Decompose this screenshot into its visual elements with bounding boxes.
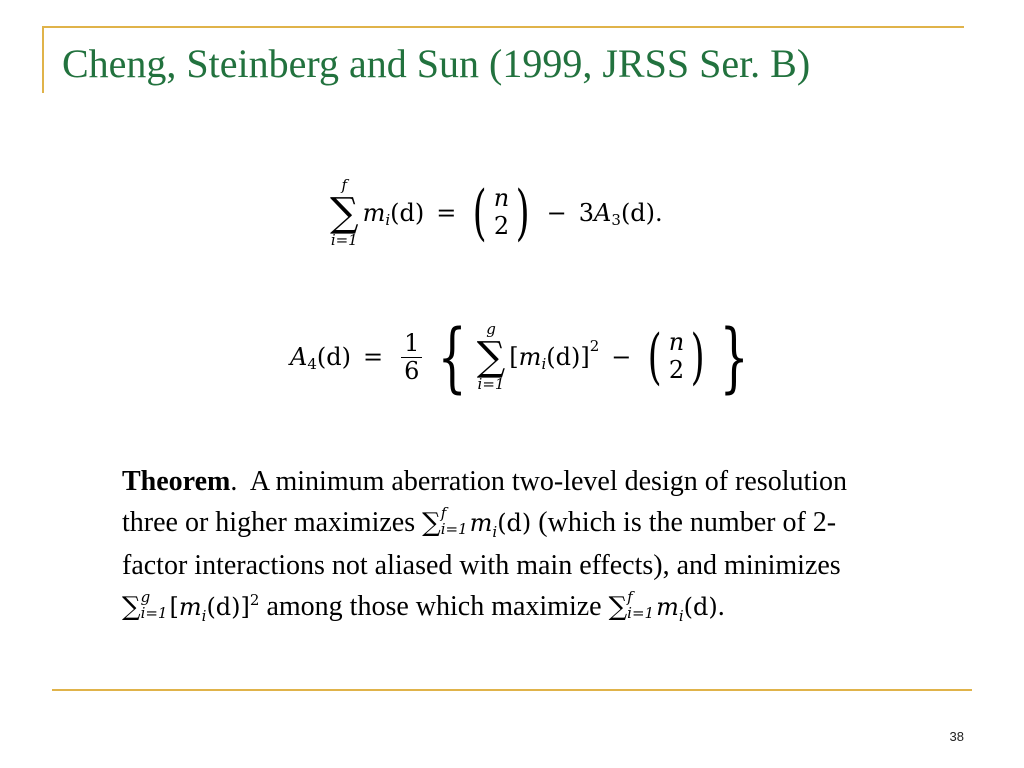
theorem-line-1 <box>122 462 972 502</box>
fraction-denominator: 6 <box>404 356 420 385</box>
right-bracket: ] <box>580 343 590 371</box>
sum-limits <box>440 503 468 538</box>
inline-sum-1 <box>422 505 469 538</box>
right-paren: ) <box>515 178 530 248</box>
right-brace: } <box>719 312 749 401</box>
A-subscript: 4 <box>307 355 317 373</box>
sum-lower-limit: i=1 <box>440 519 468 538</box>
left-bracket: [ <box>169 593 179 621</box>
term-argument: (d) <box>206 593 241 621</box>
theorem-line-4 <box>122 586 972 630</box>
sigma-glyph: ∑ <box>422 508 441 538</box>
left-paren: ( <box>648 322 663 392</box>
sum-lower-limit: i=1 <box>627 603 655 622</box>
fraction-one-sixth <box>401 330 422 384</box>
left-paren: ( <box>473 178 488 248</box>
theorem-line-2 <box>122 502 972 546</box>
theorem-line2-end: (which is the number of 2- <box>531 507 837 538</box>
sum-upper-limit: g <box>140 587 151 606</box>
term-argument: (d) <box>683 593 718 621</box>
sum-upper-limit: f <box>627 587 633 606</box>
footer-rule <box>52 689 972 691</box>
theorem-line4-text: among those which maximize <box>259 591 609 622</box>
term-subscript: i <box>201 607 207 625</box>
sum-lower-limit: i=1 <box>140 603 168 622</box>
term-m: m <box>178 593 202 621</box>
inline-sum-3 <box>609 589 656 622</box>
sum-upper-limit: g <box>486 320 496 338</box>
term-argument: (d) <box>546 343 581 371</box>
inline-sum-2 <box>122 589 169 622</box>
term-m: m <box>656 593 679 621</box>
binomial-stack <box>494 185 509 240</box>
binomial-top: n <box>668 328 685 357</box>
term-m: m <box>518 343 542 371</box>
theorem-label: Theorem <box>122 466 231 497</box>
sigma-glyph: ∑ <box>122 592 141 622</box>
A-argument: (d). <box>620 199 663 227</box>
inline-mi-squared <box>169 591 260 625</box>
theorem-line1-text: . A minimum aberration two-level design of resolution <box>230 466 848 497</box>
inline-mi-3 <box>656 593 718 625</box>
title-frame-left-rule <box>42 26 44 93</box>
theorem-paragraph <box>122 462 972 630</box>
right-paren: ) <box>690 322 706 392</box>
equals-sign: = <box>362 343 384 371</box>
inline-mi-1 <box>469 509 532 541</box>
A-symbol: A <box>594 199 612 227</box>
right-bracket: ] <box>240 593 250 621</box>
theorem-line2-start: three or higher maximizes <box>122 507 423 538</box>
theorem-line-3: factor interactions not aliased with main effects), and minimizes <box>122 550 841 581</box>
sum-upper-limit: f <box>341 176 348 194</box>
page-number: 38 <box>949 729 964 744</box>
A-argument: (d) <box>316 343 351 371</box>
sum-limits <box>140 587 168 622</box>
title-frame-top-rule <box>42 26 964 28</box>
binomial-coefficient <box>643 322 709 392</box>
term-subscript: i <box>385 211 391 229</box>
summation-symbol <box>477 322 506 392</box>
left-bracket: [ <box>509 343 519 371</box>
minus-sign: − <box>546 199 567 227</box>
sum-lower-limit: i=1 <box>477 375 505 393</box>
slide-title: Cheng, Steinberg and Sun (1999, JRSS Ser. B) <box>62 41 811 86</box>
sigma-glyph: ∑ <box>476 334 506 380</box>
binomial-top: n <box>493 184 510 213</box>
binomial-stack <box>669 329 684 384</box>
A-subscript: 3 <box>611 211 621 229</box>
term-argument: (d) <box>390 199 425 227</box>
sigma-glyph: ∑ <box>608 592 628 622</box>
equation-sum-mi <box>330 168 663 258</box>
term-subscript: i <box>541 355 547 373</box>
sigma-glyph: ∑ <box>330 190 359 236</box>
binomial-bottom: 2 <box>668 356 685 384</box>
sum-lower-limit: i=1 <box>330 231 358 249</box>
A-symbol: A <box>290 343 308 371</box>
equation-A4 <box>290 310 758 404</box>
left-brace: { <box>438 312 468 401</box>
binomial-coefficient <box>468 178 534 248</box>
sum-upper-limit: f <box>440 503 447 522</box>
power-exponent: 2 <box>249 591 260 609</box>
term-argument: (d) <box>497 509 532 537</box>
fraction-numerator: 1 <box>401 330 422 357</box>
equals-sign: = <box>436 199 457 227</box>
term-subscript: i <box>678 607 684 625</box>
term-subscript: i <box>492 523 498 541</box>
sum-limits <box>627 587 655 622</box>
power-exponent: 2 <box>589 337 600 355</box>
theorem-period: . <box>717 591 725 622</box>
minus-sign: − <box>611 343 632 371</box>
term-m: m <box>469 509 493 537</box>
term-m: m <box>362 199 386 227</box>
summation-symbol <box>330 178 359 248</box>
binomial-bottom: 2 <box>493 212 510 240</box>
coefficient: 3 <box>578 199 595 227</box>
